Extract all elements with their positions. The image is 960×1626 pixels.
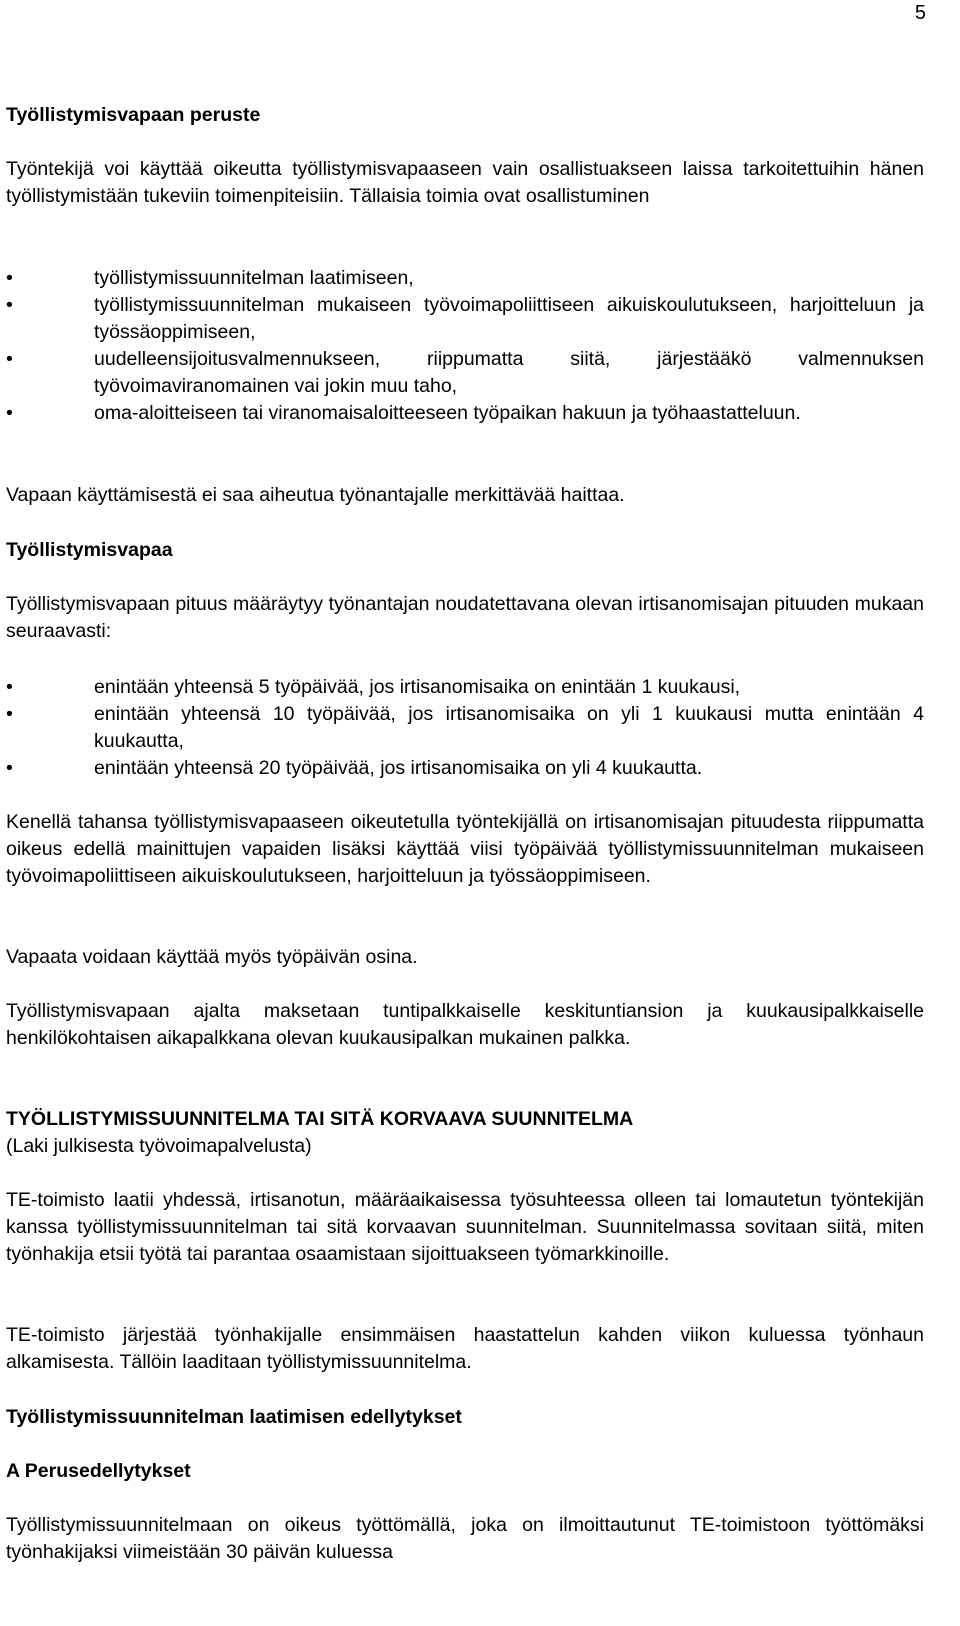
bullet-icon: • bbox=[6, 267, 13, 289]
list-item: • enintään yhteensä 5 työpäivää, jos irtisanomisaika on enintään 1 kuukausi, bbox=[6, 674, 924, 701]
section-heading-tyollistymisvapaa: Työllistymisvapaa bbox=[6, 539, 173, 561]
bullet-list-pituus bbox=[6, 674, 924, 782]
paragraph-te-toimisto-jarjestaa: TE-toimisto järjestää työnhakijalle ensimmäisen haastattelun kahden viikon kuluessa työnhaun alkamisesta. Tällöin laaditaan työllistymissuunnitelma. bbox=[6, 1324, 924, 1373]
bullet-icon: • bbox=[6, 757, 13, 779]
paragraph-haitta: Vapaan käyttämisestä ei saa aiheutua työnantajalle merkittävää haittaa. bbox=[6, 484, 625, 506]
paragraph-te-toimisto-laatii: TE-toimisto laatii yhdessä, irtisanotun, määräaikaisessa työsuhteessa olleen tai lomautetun työntekijän kanssa työllistymissuunnitelman tai sitä korvaavan suunnitelman. Suunnitelmassa sovitaan siitä, miten työnhakija etsii työtä tai parantaa osaamistaan sijoittuakseen työmarkkinoille. bbox=[6, 1189, 924, 1265]
list-item: • työllistymissuunnitelman mukaiseen työvoimapoliittiseen aikuiskoulutukseen, harjoitteluun ja työssäoppimiseen, bbox=[6, 294, 924, 343]
bullet-icon: • bbox=[6, 676, 13, 698]
subheading-laki: (Laki julkisesta työvoimapalvelusta) bbox=[6, 1135, 312, 1157]
section-heading-peruste: Työllistymisvapaan peruste bbox=[6, 104, 261, 126]
section-heading-suunnitelma: TYÖLLISTYMISSUUNNITELMA TAI SITÄ KORVAAVA SUUNNITELMA bbox=[6, 1108, 634, 1130]
paragraph-viisi-paivaa: Kenellä tahansa työllistymisvapaaseen oikeutetulla työntekijällä on irtisanomisajan pituudesta riippumatta oikeus edellä mainittujen vapaiden lisäksi käyttää viisi työpäivää työllistymissuunnitelman mukaiseen työvoimapoliittiseen aikuiskoulutukseen, harjoitteluun ja työssäoppimiseen. bbox=[6, 811, 924, 887]
heading-perusedellytykset: A Perusedellytykset bbox=[6, 1460, 191, 1482]
list-item: • enintään yhteensä 10 työpäivää, jos irtisanomisaika on yli 1 kuukausi mutta enintään 4 kuukautta, bbox=[6, 703, 924, 752]
list-item: • työllistymissuunnitelman laatimiseen, bbox=[6, 265, 924, 292]
bullet-icon: • bbox=[6, 703, 13, 725]
bullet-icon: • bbox=[6, 402, 13, 424]
list-item: • oma-aloitteiseen tai viranomaisaloitteeseen työpaikan hakuun ja työhaastatteluun. bbox=[6, 400, 924, 427]
bullet-list-toimet bbox=[6, 265, 924, 427]
heading-edellytykset: Työllistymissuunnitelman laatimisen edellytykset bbox=[6, 1406, 462, 1428]
paragraph-palkka: Työllistymisvapaan ajalta maksetaan tuntipalkkaiselle keskituntiansion ja kuukausipalkkaiselle henkilökohtaisen aikapalkkana olevan kuukausipalkan mukainen palkka. bbox=[6, 1000, 924, 1049]
paragraph-peruste-intro: Työntekijä voi käyttää oikeutta työllistymisvapaaseen vain osallistuakseen laissa tarkoitettuihin hänen työllistymistään tukeviin toimenpiteisiin. Tällaisia toimia ovat osallistuminen bbox=[6, 158, 924, 207]
list-item: • enintään yhteensä 20 työpäivää, jos irtisanomisaika on yli 4 kuukautta. bbox=[6, 755, 924, 782]
paragraph-tyopaivan-osina: Vapaata voidaan käyttää myös työpäivän osina. bbox=[6, 946, 418, 968]
list-item: • uudelleensijoitusvalmennukseen, riippumatta siitä, järjestääkö valmennuksen työvoimaviranomainen vai jokin muu taho, bbox=[6, 348, 924, 397]
paragraph-oikeus-tyottomalla: Työllistymissuunnitelmaan on oikeus työttömällä, joka on ilmoittautunut TE-toimistoon työttömäksi työnhakijaksi viimeistään 30 päivän kuluessa bbox=[6, 1514, 924, 1563]
page-number: 5 bbox=[914, 2, 926, 24]
bullet-icon: • bbox=[6, 294, 13, 316]
paragraph-pituus: Työllistymisvapaan pituus määräytyy työnantajan noudatettavana olevan irtisanomisajan pituuden mukaan seuraavasti: bbox=[6, 593, 924, 642]
bullet-icon: • bbox=[6, 348, 13, 370]
